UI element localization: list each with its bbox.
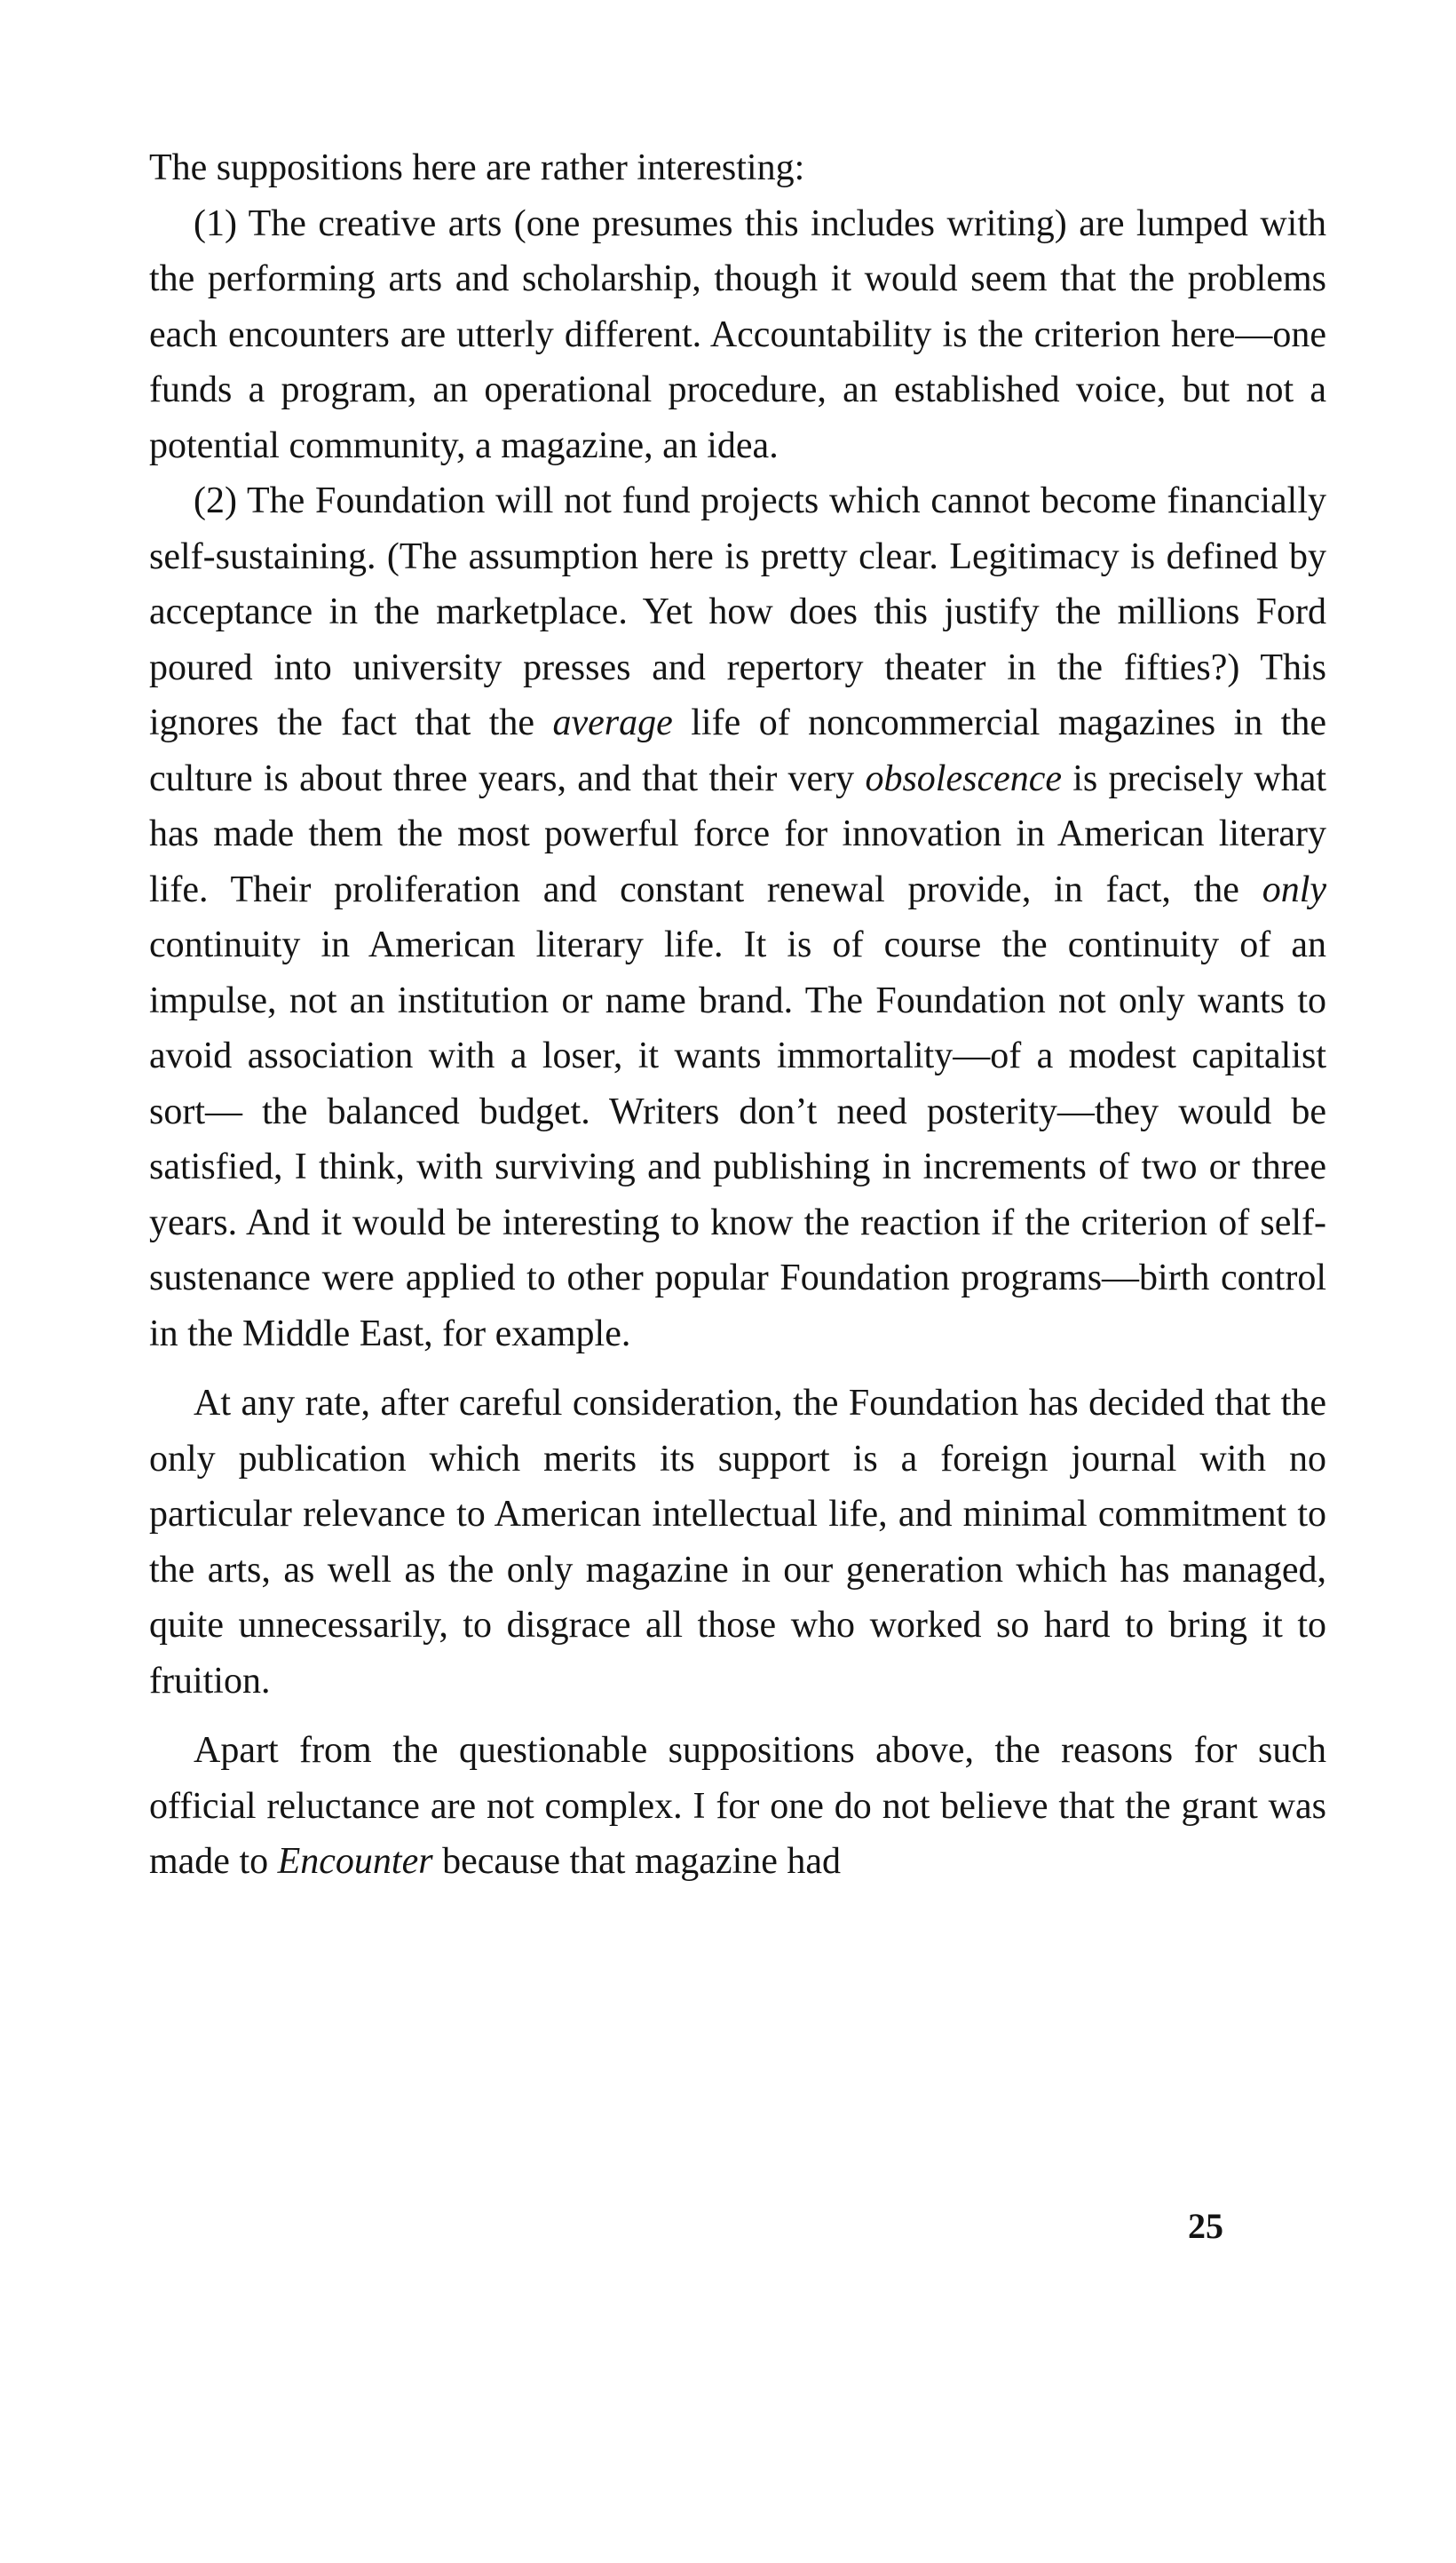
paragraph-point-2 xyxy=(149,473,1326,1361)
text-segment: (1) The creative arts (one presumes this includes writing) are lumped with the performing arts and scholarship, though it would seem that the problems each encounters are utterly different. Accountability is the criterion here—one funds a program, an operational procedure, an established voice, but not a potential community, a magazine, an idea. xyxy=(149,202,1326,466)
text-segment: (2) The Foundation will not fund projects which cannot become financially self-sustaining. (The assumption here is pretty clear. Legitimacy is defined by acceptance in the marketplace. Yet how does this justify the millions Ford poured into university presses and repertory theater in the fifties?) This ignores the fact that the xyxy=(149,480,1326,743)
paragraph-at-any-rate xyxy=(149,1376,1326,1709)
italic-text-segment: Encounter xyxy=(277,1841,433,1882)
text-segment: is precisely what has made them the most powerful force for innovation in American literary life. Their proliferation and constant renewal provide, in fact, the xyxy=(149,758,1327,910)
text-segment: life of noncommercial magazines in the culture is about three years, and that their very xyxy=(149,702,1326,799)
italic-text-segment: only xyxy=(1262,869,1326,910)
paragraph-intro xyxy=(149,140,1326,196)
text-segment: The suppositions here are rather interesting: xyxy=(149,147,805,188)
text-segment: Apart from the questionable suppositions above, the reasons for such official reluctance are not complex. I for one do not believe that the grant was made to xyxy=(149,1730,1326,1882)
italic-text-segment: average xyxy=(552,702,673,743)
paragraph-apart-from xyxy=(149,1723,1326,1890)
text-segment: because that magazine had xyxy=(432,1841,842,1882)
text-segment: At any rate, after careful consideration, the Foundation has decided that the only publication which merits its support is a foreign journal with no particular relevance to American intellectual life, and minimal commitment to the arts, as well as the only magazine in our generation which has managed, quite unnecessarily, to disgrace all those who worked so hard to bring it to fruition. xyxy=(149,1383,1326,1702)
paragraph-point-1 xyxy=(149,196,1326,474)
page-number: 25 xyxy=(1188,2206,1223,2246)
page-body xyxy=(149,140,1326,1890)
italic-text-segment: obsolescence xyxy=(865,758,1063,799)
text-segment: continuity in American literary life. It is of course the continuity of an impulse, not an institution or name brand. The Foundation not only wants to avoid association with a loser, it wants immortality—of a modest capitalist sort— the balanced budget. Writers don’t need posterity—they would be satisfied, I think, with surviving and publishing in increments of two or three years. And it would be interesting to know the reaction if the criterion of self-sustenance were applied to other popular Foundation programs—birth control in the Middle East, for example. xyxy=(149,924,1326,1354)
